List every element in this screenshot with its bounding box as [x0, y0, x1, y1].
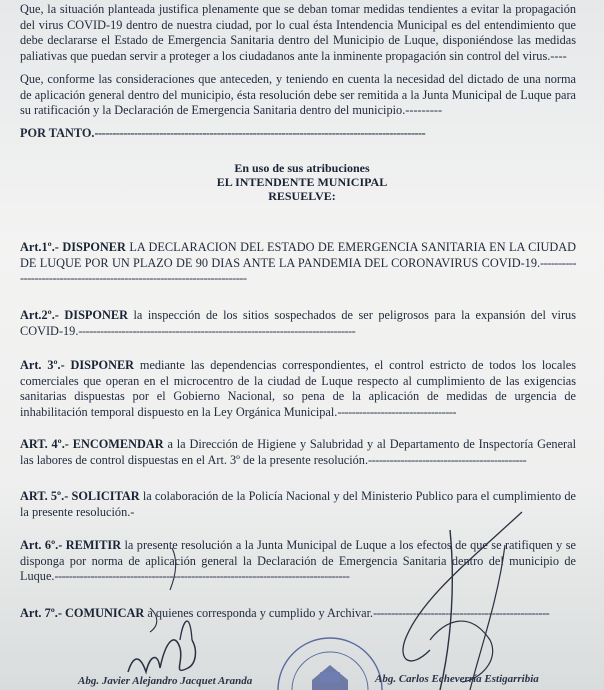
- municipal-seal-icon: [278, 638, 382, 690]
- article-verb: COMUNICAR: [65, 606, 145, 620]
- dash-filler: -------------------------------------------------------------------------: [20, 255, 576, 286]
- paragraph-text: Que, la situación planteada justifica plenamente que se deban tomar medidas tendientes a evitar la propagación del virus COVID-19 dentro de nuestra ciudad, por lo cual ésta Intendencia Municipal es del entendimiento que debe declararse el Estado de Emergencia Sanitaria dentro del Municipio de Luque, disponiéndose las medidas paliativas que puedan servir a proteger a los ciudadanos ante la inminente propagación sin control del virus.----: [20, 2, 576, 63]
- paragraph-text: Que, conforme las consideraciones que anteceden, y teniendo en cuenta la necesidad del dictado de una norma de aplicación general dentro del municipio, ésta resolución debe ser remitida a la Junta Municipal de Luque para su ratificación y la Declaración de Emergencia Sanitaria dentro del municipio.---------: [20, 72, 576, 118]
- article-label: Art. 6º.-: [20, 538, 63, 552]
- article-label: ART. 5º.-: [20, 489, 69, 503]
- article-text: a quienes corresponda y cumplido y Archivar.: [147, 606, 374, 620]
- signature-stroke: [403, 512, 522, 661]
- dash-filler: --------------------------------------------: [368, 452, 527, 467]
- signature-name-left: Abg. Javier Alejandro Jacquet Aranda: [78, 675, 253, 687]
- article-text: la presente resolución a la Junta Municipal de Luque a los efectos de que se ratifiquen y se disponga por norma de aplicación general la Declaración de Emergencia Sanitaria dentro del municipio de Luque.: [20, 538, 576, 584]
- article-verb: REMITIR: [65, 538, 122, 552]
- signature-name-right: Abg. Carlos Echeverría Estigarribia: [375, 673, 539, 685]
- article-verb: SOLICITAR: [71, 489, 140, 503]
- signature-stroke: [440, 530, 452, 690]
- por-tanto-label: POR TANTO.: [20, 126, 95, 140]
- signature-stroke: [128, 640, 195, 672]
- signature-stroke: [180, 621, 192, 640]
- article-label: Art.2º.-: [20, 308, 59, 322]
- signature-stroke: [470, 545, 505, 690]
- dash-filler: ----------------------------------------------------------------------------------: [54, 569, 350, 584]
- article-text: LA DECLARACION DEL ESTADO DE EMERGENCIA SANITARIA EN LA CIUDAD DE LUQUE POR UN PLAZO DE 90 DIAS ANTE LA PANDEMIA DEL CORONAVIRUS COVID-19.: [20, 240, 576, 270]
- signature-stroke: [150, 608, 157, 632]
- article-text: la inspección de los sitios sospechados de ser peligrosos para la expansión del virus COVID-19.: [20, 308, 576, 338]
- article-label: ART. 4º.-: [20, 437, 69, 451]
- heading-intendente: EL INTENDENTE MUNICIPAL: [216, 175, 388, 189]
- article-text: la colaboración de la Policía Nacional y del Ministerio Publico para el cumplimiento de la presente resolución.-: [20, 489, 576, 519]
- dash-filler: -------------------------------------------------: [373, 606, 550, 620]
- article-verb: DISPONER: [62, 240, 126, 254]
- heading-attributions: En uso de sus atribuciones: [234, 161, 370, 175]
- dash-filler: ---------------------------------: [337, 404, 456, 419]
- article-label: Art. 7º.-: [20, 606, 62, 620]
- article-verb: ENCOMENDAR: [72, 437, 164, 451]
- article-text: a la Dirección de Higiene y Salubridad y al Departamento de Inspectoría General las labores de control dispuestas en el Art. 3º de la presente resolución.: [20, 437, 577, 467]
- signature-stroke: [170, 548, 176, 590]
- dash-filler: -----------------------------------------------------------------------------: [78, 323, 356, 338]
- article-text: mediante las dependencias correspondientes, el control estricto de todos los locales comerciales que operan en el microcentro de la ciudad de Luque respecto al cumplimiento de las exigencias sanitarias dispuestas por el Gobierno Nacional, so pena de la aplicación de medidas de urgencia de inhabilitación temporal dispuesto en la Ley Orgánica Municipal.: [20, 358, 576, 419]
- dash-filler: --------------------------------------------------------------------------------------------: [94, 126, 426, 140]
- heading-resuelve: RESUELVE:: [268, 189, 336, 203]
- article-label: Art.1º.-: [20, 240, 59, 254]
- article-verb: DISPONER: [70, 358, 135, 372]
- article-verb: DISPONER: [64, 308, 128, 322]
- article-label: Art. 3º.-: [20, 358, 65, 372]
